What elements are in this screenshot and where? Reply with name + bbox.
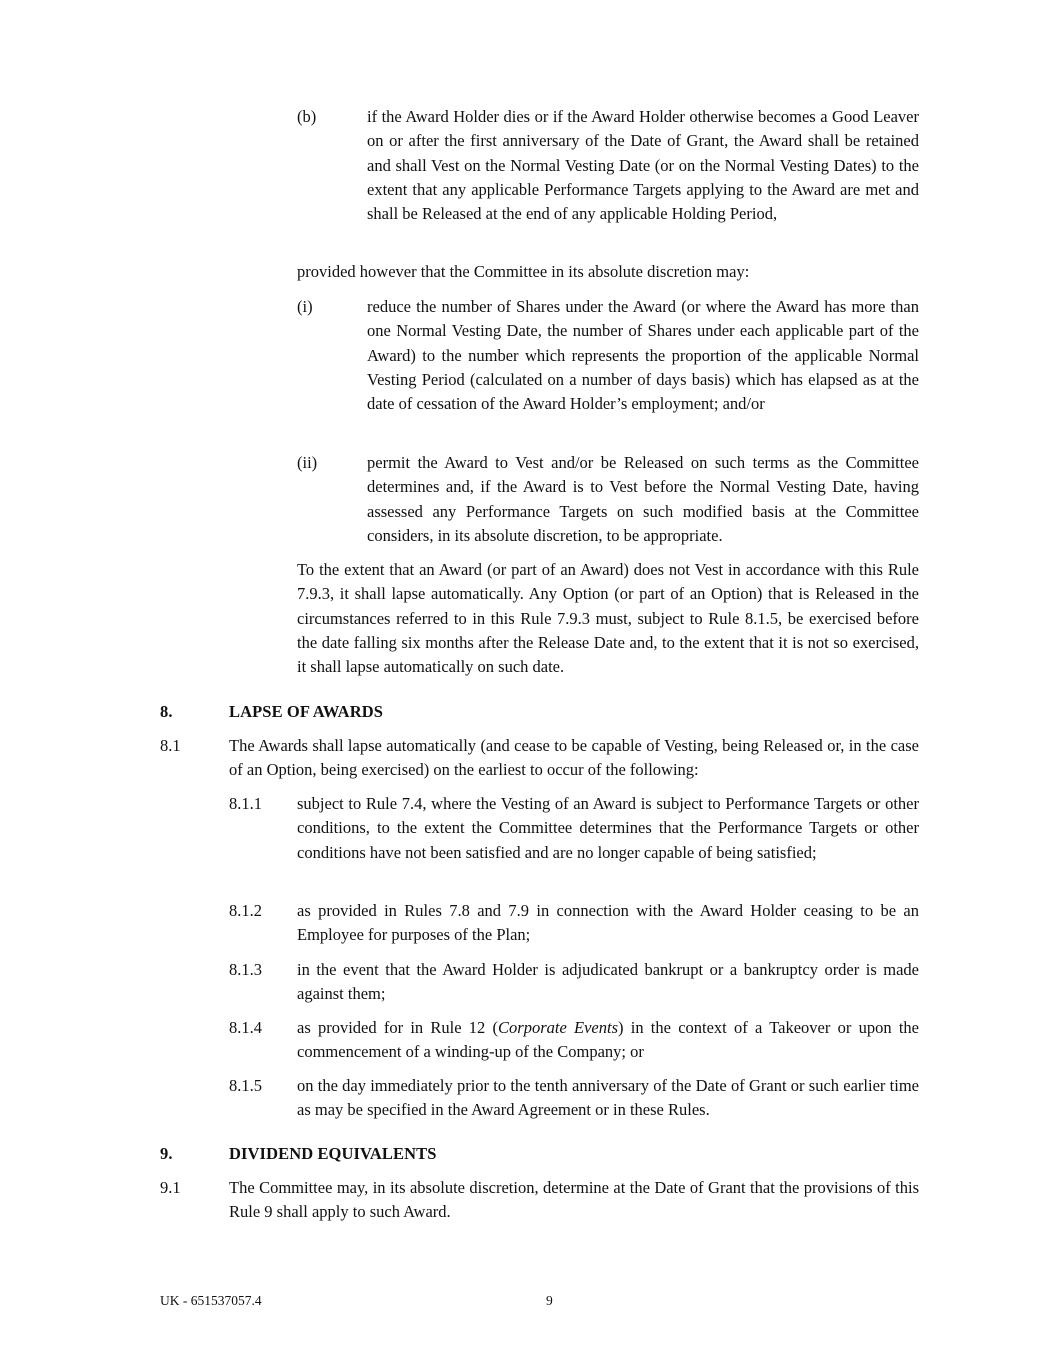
item-b-label: (b) xyxy=(297,107,317,126)
proviso-paragraph: provided however that the Committee in its absolute discretion may: xyxy=(297,262,750,281)
item-ii-label: (ii) xyxy=(297,453,318,472)
clause-8-1-4-label: 8.1.4 xyxy=(229,1018,262,1037)
section-9-title: DIVIDEND EQUIVALENTS xyxy=(229,1144,437,1163)
item-b-text: if the Award Holder dies or if the Award Holder otherwise becomes a Good Leaver on or after the first anniversary of the Date of Grant, the Award shall be retained and shall Vest on the Normal Vesting Date (or on the Normal Vesting Dates) to the extent that any applicable Performance Targets applying to the Award are met and shall be Released at the end of any applicable Holding Period, xyxy=(367,107,919,224)
clause-8-1-4-text-before: as provided for in Rule 12 ( xyxy=(297,1018,499,1037)
clause-8-1-text: The Awards shall lapse automatically (and cease to be capable of Vesting, being Released or, in the case of an Option, being exercised) on the earliest to occur of the following: xyxy=(229,736,919,780)
extent-paragraph: To the extent that an Award (or part of an Award) does not Vest in accordance with this Rule 7.9.3, it shall lapse automatically. Any Option (or part of an Option) that is Released in the circumstances referred to in this Rule 7.9.3 must, subject to Rule 8.1.5, be exercised before the date falling six months after the Release Date and, to the extent that it is not so exercised, it shall lapse automatically on such date. xyxy=(297,560,919,677)
section-9-number: 9. xyxy=(160,1144,173,1163)
clause-8-1-5-text: on the day immediately prior to the tenth anniversary of the Date of Grant or such earlier time as may be specified in the Award Agreement or in these Rules. xyxy=(297,1076,919,1120)
section-8-number: 8. xyxy=(160,702,173,721)
clause-8-1-4-text-after: ) in the context of a Takeover or upon the commencement of a winding-up of the Company; or xyxy=(297,1018,919,1062)
clause-8-1-2-text: as provided in Rules 7.8 and 7.9 in connection with the Award Holder ceasing to be an Employee for purposes of the Plan; xyxy=(297,901,919,945)
clause-8-1-4-text xyxy=(297,1016,919,1065)
footer-doc-ref: UK - 651537057.4 xyxy=(160,1293,262,1308)
item-i-text: reduce the number of Shares under the Award (or where the Award has more than one Normal Vesting Date, the number of Shares under each applicable part of the Award) to the number which represents the proportion of the applicable Normal Vesting Period (calculated on a number of days basis) which has elapsed as at the date of cessation of the Award Holder’s employment; and/or xyxy=(367,297,919,414)
clause-8-1-3-text: in the event that the Award Holder is adjudicated bankrupt or a bankruptcy order is made against them; xyxy=(297,960,919,1004)
clause-8-1-1-label: 8.1.1 xyxy=(229,794,262,813)
item-ii-text: permit the Award to Vest and/or be Released on such terms as the Committee determines and, if the Award is to Vest before the Normal Vesting Date, having assessed any Performance Targets on such modified basis at the Committee considers, in its absolute discretion, to be appropriate. xyxy=(367,453,919,545)
footer-page-number: 9 xyxy=(546,1293,553,1308)
clause-9-1-text: The Committee may, in its absolute discretion, determine at the Date of Grant that the provisions of this Rule 9 shall apply to such Award. xyxy=(229,1178,919,1222)
clause-8-1-label: 8.1 xyxy=(160,736,181,755)
clause-8-1-3-label: 8.1.3 xyxy=(229,960,262,979)
clause-9-1-label: 9.1 xyxy=(160,1178,181,1197)
clause-8-1-1-text: subject to Rule 7.4, where the Vesting of an Award is subject to Performance Targets or other conditions, to the extent the Committee determines that the Performance Targets or other conditions have not been satisfied and are no longer capable of being satisfied; xyxy=(297,794,919,862)
item-i-label: (i) xyxy=(297,297,313,316)
clause-8-1-4-text-italic: Corporate Events xyxy=(498,1018,619,1037)
clause-8-1-5-label: 8.1.5 xyxy=(229,1076,262,1095)
section-8-title: LAPSE OF AWARDS xyxy=(229,702,384,721)
clause-8-1-2-label: 8.1.2 xyxy=(229,901,262,920)
